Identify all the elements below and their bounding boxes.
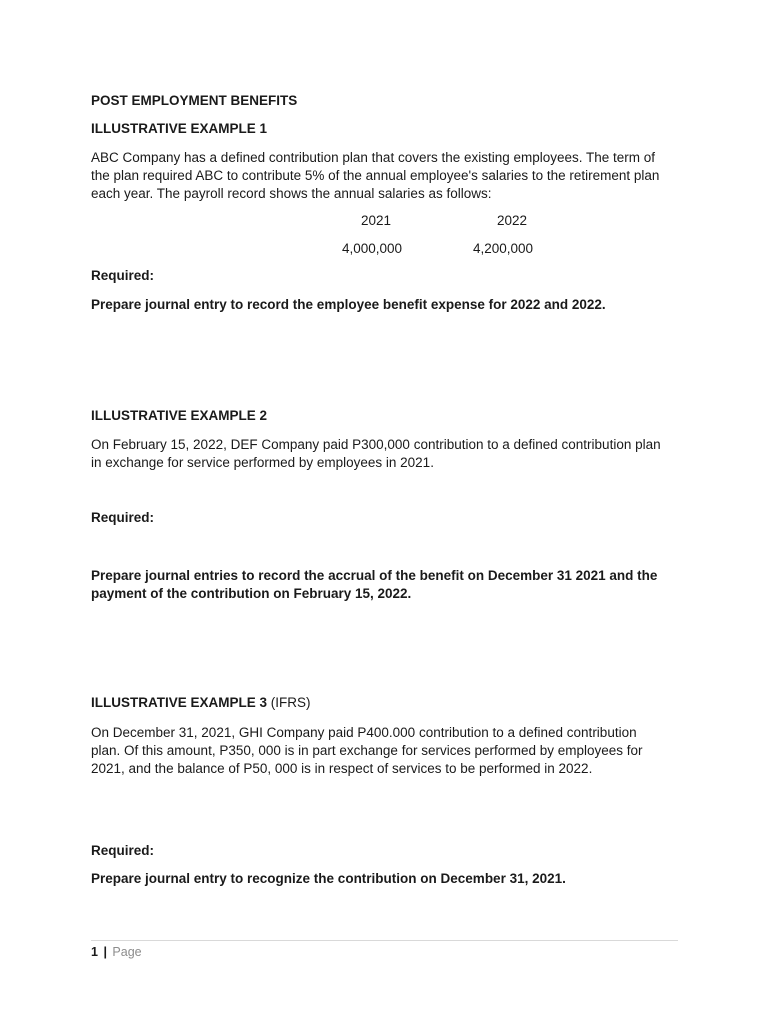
page-footer <box>91 945 142 959</box>
footer-page-label: Page <box>112 945 142 959</box>
required-line: payment of the contribution on February 15, 2022. <box>91 586 412 601</box>
paragraph-line: each year. The payroll record shows the annual salaries as follows: <box>91 186 492 201</box>
example-3-heading <box>91 695 311 710</box>
paragraph-line: the plan required ABC to contribute 5% of the annual employee's salaries to the retirement plan <box>91 168 660 183</box>
paragraph-line: 2021, and the balance of P50, 000 is in respect of services to be performed in 2022. <box>91 761 593 776</box>
paragraph-line: ABC Company has a defined contribution plan that covers the existing employees. The term of <box>91 150 656 165</box>
example-1-heading: ILLUSTRATIVE EXAMPLE 1 <box>91 121 268 136</box>
document-title: POST EMPLOYMENT BENEFITS <box>91 93 298 108</box>
example-1-required-text: Prepare journal entry to record the employee benefit expense for 2022 and 2022. <box>91 297 606 312</box>
salary-table-year-2022: 2022 <box>497 213 528 228</box>
example-2-heading: ILLUSTRATIVE EXAMPLE 2 <box>91 408 268 423</box>
salary-table-year-2021: 2021 <box>361 213 392 228</box>
example-3-required-label: Required: <box>91 843 155 858</box>
paragraph-line: plan. Of this amount, P350, 000 is in part exchange for services performed by employees for <box>91 743 643 758</box>
example-3-heading-suffix: (IFRS) <box>270 695 311 710</box>
example-1-paragraph <box>91 149 681 203</box>
footer-divider <box>91 940 678 941</box>
example-3-heading-text: ILLUSTRATIVE EXAMPLE 3 <box>91 695 268 710</box>
paragraph-line: in exchange for service performed by employees in 2021. <box>91 455 434 470</box>
salary-table-value-2021: 4,000,000 <box>342 241 403 256</box>
salary-table-value-2022: 4,200,000 <box>473 241 534 256</box>
paragraph-line: On February 15, 2022, DEF Company paid P300,000 contribution to a defined contribution plan <box>91 437 661 452</box>
footer-separator: | <box>103 945 107 959</box>
example-2-paragraph <box>91 436 681 472</box>
example-1-required-label: Required: <box>91 268 155 283</box>
paragraph-line: On December 31, 2021, GHI Company paid P400.000 contribution to a defined contribution <box>91 725 637 740</box>
example-2-required-text <box>91 567 681 603</box>
example-3-required-text: Prepare journal entry to recognize the contribution on December 31, 2021. <box>91 871 566 886</box>
example-3-paragraph <box>91 724 681 778</box>
example-2-required-label: Required: <box>91 510 155 525</box>
required-line: Prepare journal entries to record the accrual of the benefit on December 31 2021 and the <box>91 568 658 583</box>
footer-page-number: 1 <box>91 945 98 959</box>
